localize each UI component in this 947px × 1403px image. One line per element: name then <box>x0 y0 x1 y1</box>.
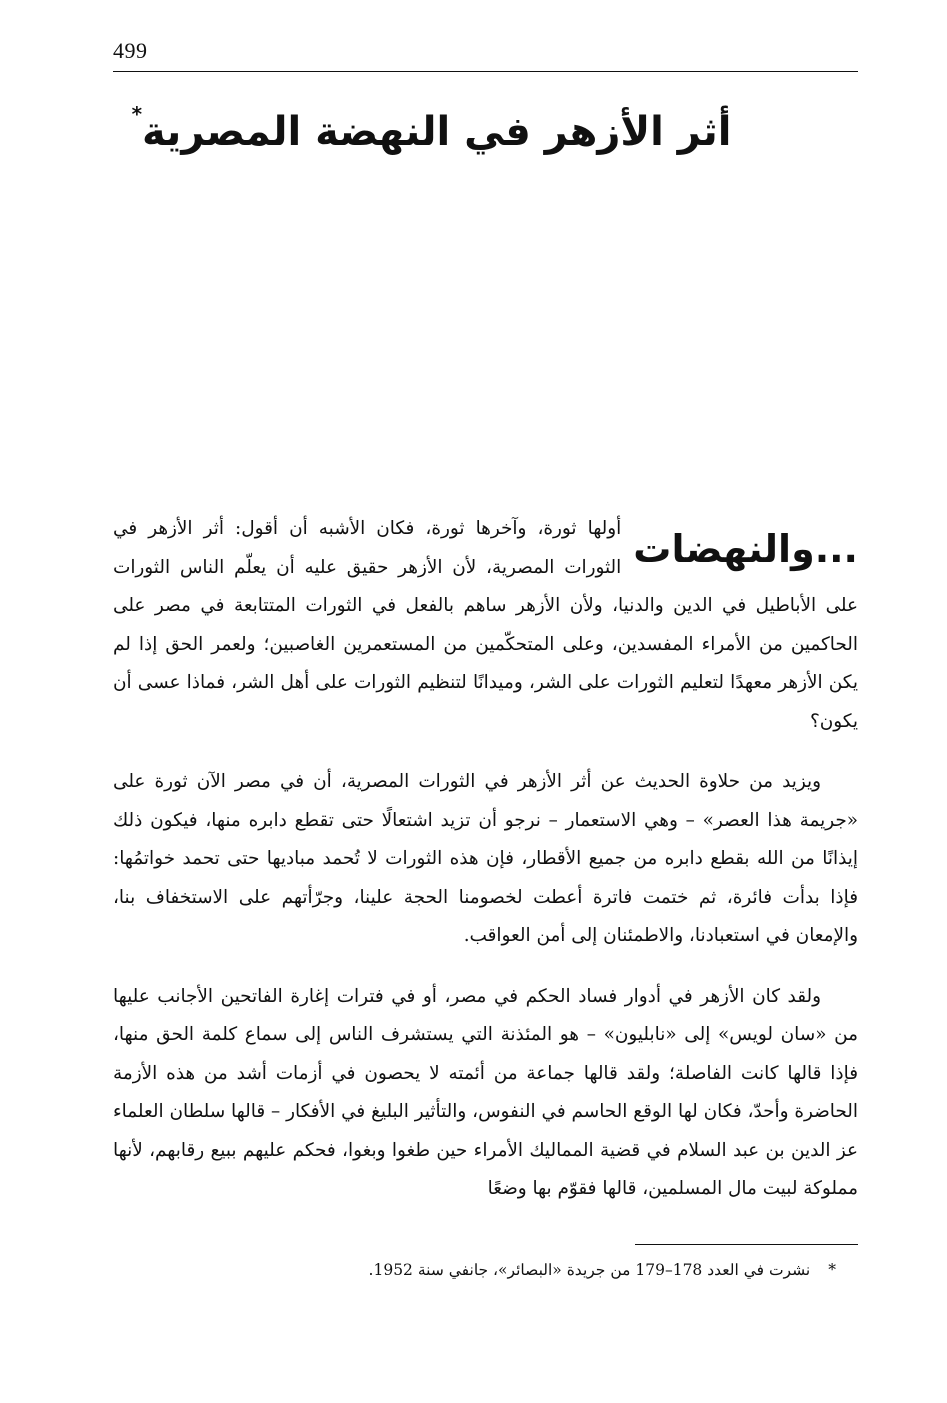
footnote <box>113 1256 836 1284</box>
title-footnote-marker: * <box>131 102 143 126</box>
page-number: 499 <box>113 38 148 63</box>
footnote-marker: * <box>828 1261 836 1279</box>
dropcap-word: ...والنهضات <box>633 527 858 571</box>
footnote-text: نشرت في العدد 178–179 من جريدة «البصائر»، جانفي سنة 1952. <box>368 1261 811 1279</box>
paragraph-2: ويزيد من حلاوة الحديث عن أثر الأزهر في الثورات المصرية، أن في مصر الآن ثورة على «جريمة هذا العصر» – وهي الاستعمار – نرجو أن تزيد اشتعالًا حتى تقطع دابره منها، فيكون ذلك إيذانًا من الله بقطع دابره من جميع الأقطار، فإن هذه الثورات لا تُحمد مباديها حتى تحمد خواتمُها: فإذا بدأت فائرة، ثم ختمت فاترة أعطت لخصومنا الحجة علينا، وجرّأتهم على الاستخفاف بنا، والإمعان في استعبادنا، والاطمئنان إلى أمن العواقب. <box>113 771 858 946</box>
paragraph-1 <box>113 510 858 741</box>
header-rule <box>113 71 858 72</box>
paragraph-1-text: أولها ثورة، وآخرها ثورة، فكان الأشبه أن أقول: أثر الأزهر في الثورات المصرية، لأن الأزهر حقيق عليه أن يعلّم الناس الثورات على الأباطيل في الدين والدنيا، ولأن الأزهر ساهم بالفعل في الثورات المتتابعة في مصر على الحاكمين من الأمراء المفسدين، وعلى المتحكّمين من المستعمرين الغاصبين؛ ولعمر الحق إذا لم يكن الأزهر معهدًا لتعليم الثورات على الشر، وميدانًا لتنظيم الثورات على أهل الشر، فماذا عسى أن يكون؟ <box>113 518 858 732</box>
article-body <box>113 510 858 1209</box>
footnote-rule <box>635 1244 858 1245</box>
article-title <box>113 104 750 160</box>
paragraph-3: ولقد كان الأزهر في أدوار فساد الحكم في مصر، أو في فترات إغارة الفاتحين الأجانب عليها من «سان لويس» إلى «نابليون» – هو المئذنة التي يستشرف الناس إلى سماع كلمة الحق منها، فإذا قالها كانت الفاصلة؛ ولقد قالها جماعة من أئمته لا يحصون في أزمات أشد من هذه الأزمة الحاضرة وأحدّ، فكان لها الوقع الحاسم في النفوس، والتأثير البليغ في الأفكار – قالها سلطان العلماء عز الدين بن عبد السلام في قضية المماليك الأمراء حين طغوا وبغوا، فحكم عليهم ببيع رقابهم، لأنها مملوكة لبيت مال المسلمين، قالها فقوّم بها وضعًا <box>113 985 858 1199</box>
article-title-text: أثر الأزهر في النهضة المصرية <box>142 109 732 155</box>
